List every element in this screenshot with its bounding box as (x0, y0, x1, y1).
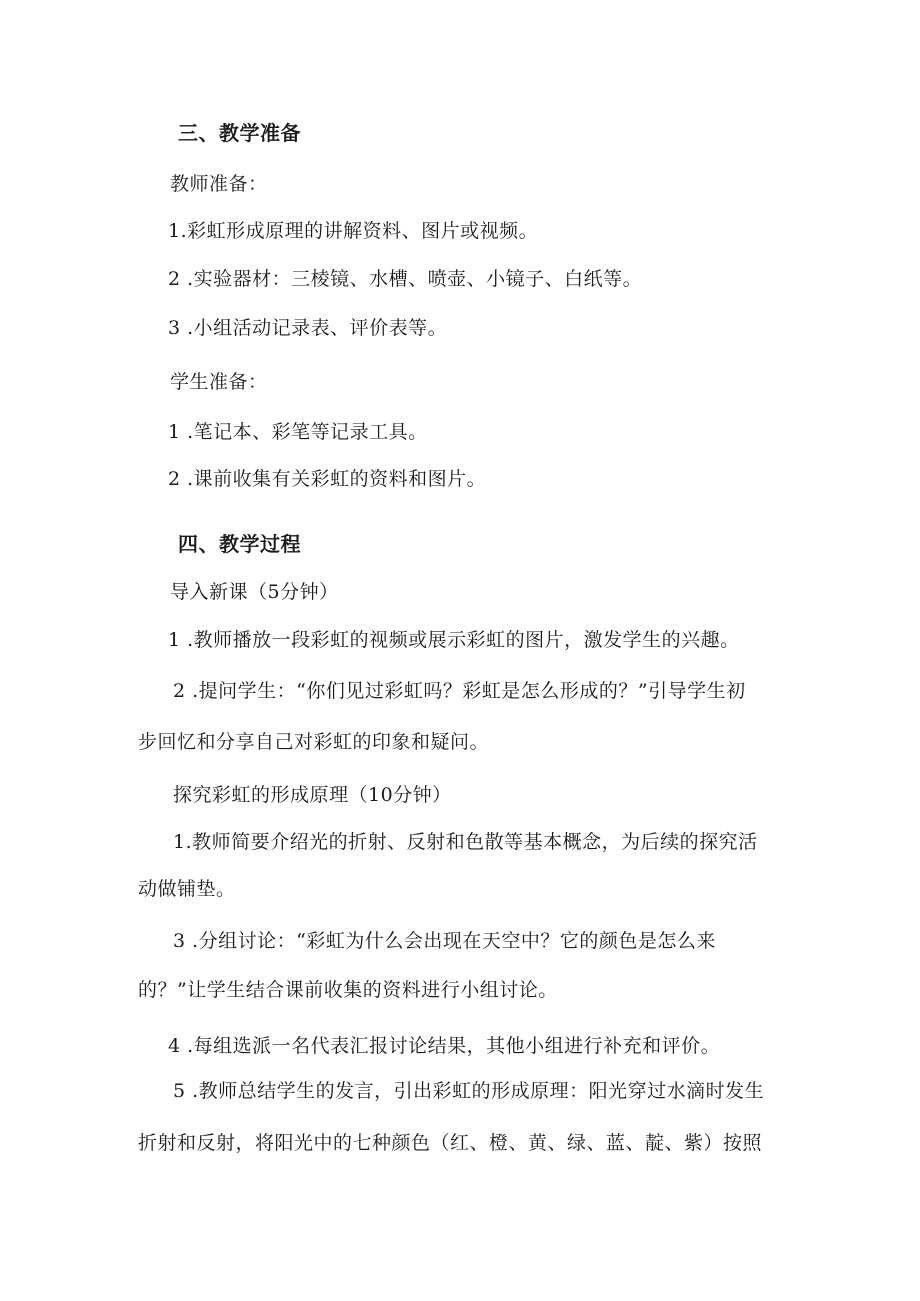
teacher-prep-item-1: 1.彩虹形成原理的讲解资料、图片或视频。 (168, 220, 539, 242)
intro-item-2-continued: 步回忆和分享自己对彩虹的印象和疑问。 (138, 731, 490, 753)
explore-item-3: 3 .分组讨论：“彩虹为什么会出现在天空中？它的颜色是怎么来 (173, 930, 716, 952)
student-prep-label: 学生准备： (170, 371, 268, 393)
teacher-prep-item-3: 3 .小组活动记录表、评价表等。 (168, 317, 448, 339)
teacher-prep-item-2: 2 .实验器材：三棱镜、水槽、喷壶、小镜子、白纸等。 (168, 268, 643, 290)
intro-item-1: 1 .教师播放一段彩虹的视频或展示彩虹的图片，激发学生的兴趣。 (168, 629, 740, 651)
explore-item-3-continued: 的？”让学生结合课前收集的资料进行小组讨论。 (138, 979, 558, 1001)
section-heading-process: 四、教学过程 (178, 532, 301, 556)
section-heading-preparation: 三、教学准备 (178, 121, 301, 145)
explore-item-5: 5 .教师总结学生的发言，引出彩虹的形成原理：阳光穿过水滴时发生 (173, 1080, 765, 1102)
intro-title: 导入新课（5分钟） (170, 581, 339, 603)
explore-title: 探究彩虹的形成原理（10分钟） (173, 784, 452, 806)
explore-item-5-continued: 折射和反射，将阳光中的七种颜色（红、橙、黄、绿、蓝、靛、紫）按照 (138, 1132, 763, 1154)
intro-item-2: 2 .提问学生：“你们见过彩虹吗？彩虹是怎么形成的？”引导学生初 (173, 680, 746, 702)
explore-item-1-continued: 动做铺垫。 (138, 878, 236, 900)
student-prep-item-2: 2 .课前收集有关彩虹的资料和图片。 (168, 468, 487, 490)
explore-item-1: 1.教师简要介绍光的折射、反射和色散等基本概念，为后续的探究活 (173, 831, 758, 853)
explore-item-4: 4 .每组选派一名代表汇报讨论结果，其他小组进行补充和评价。 (168, 1035, 721, 1057)
student-prep-item-1: 1 .笔记本、彩笔等记录工具。 (168, 421, 428, 443)
teacher-prep-label: 教师准备： (170, 173, 268, 195)
